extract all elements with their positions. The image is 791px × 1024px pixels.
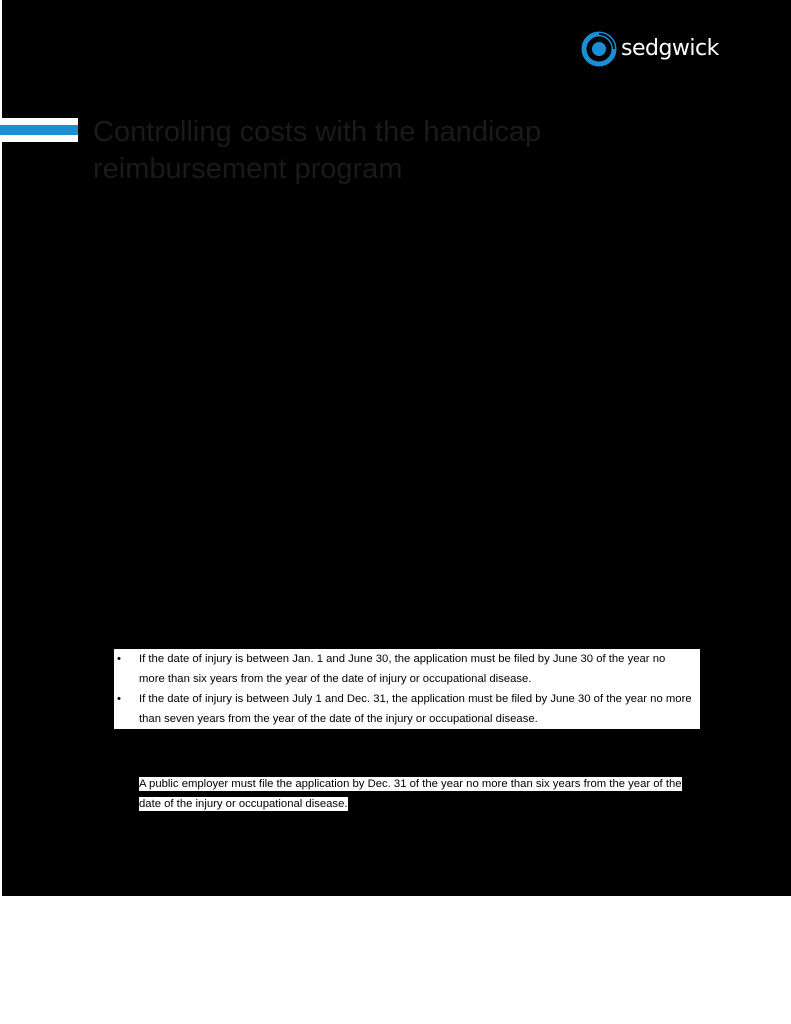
public-employer-note-text: A public employer must file the application by Dec. 31 of the year no more than six years from the year of the date of the injury or occupational disease. (139, 778, 682, 810)
public-employer-note (139, 774, 695, 814)
document-title: Controlling costs with the handicap reimbursement program (93, 116, 542, 185)
bullet-marker: • (117, 653, 121, 665)
title-accent-line (0, 118, 78, 142)
bullet-marker: • (117, 693, 121, 705)
logo-wordmark: sedgwick (621, 36, 719, 61)
sedgwick-logo-mark-icon (581, 31, 617, 67)
sedgwick-logo (581, 31, 719, 67)
list-item-text: If the date of injury is between July 1 and Dec. 31, the application must be filed by June 30 of the year no more than seven years from the year of the date of the injury or occupational disease. (139, 693, 692, 725)
list-item (114, 689, 700, 729)
filing-deadline-list (114, 649, 700, 729)
list-item (114, 649, 700, 689)
list-item-text: If the date of injury is between Jan. 1 and June 30, the application must be filed by June 30 of the year no more than six years from the year of the date of injury or occupational disease. (139, 653, 666, 685)
